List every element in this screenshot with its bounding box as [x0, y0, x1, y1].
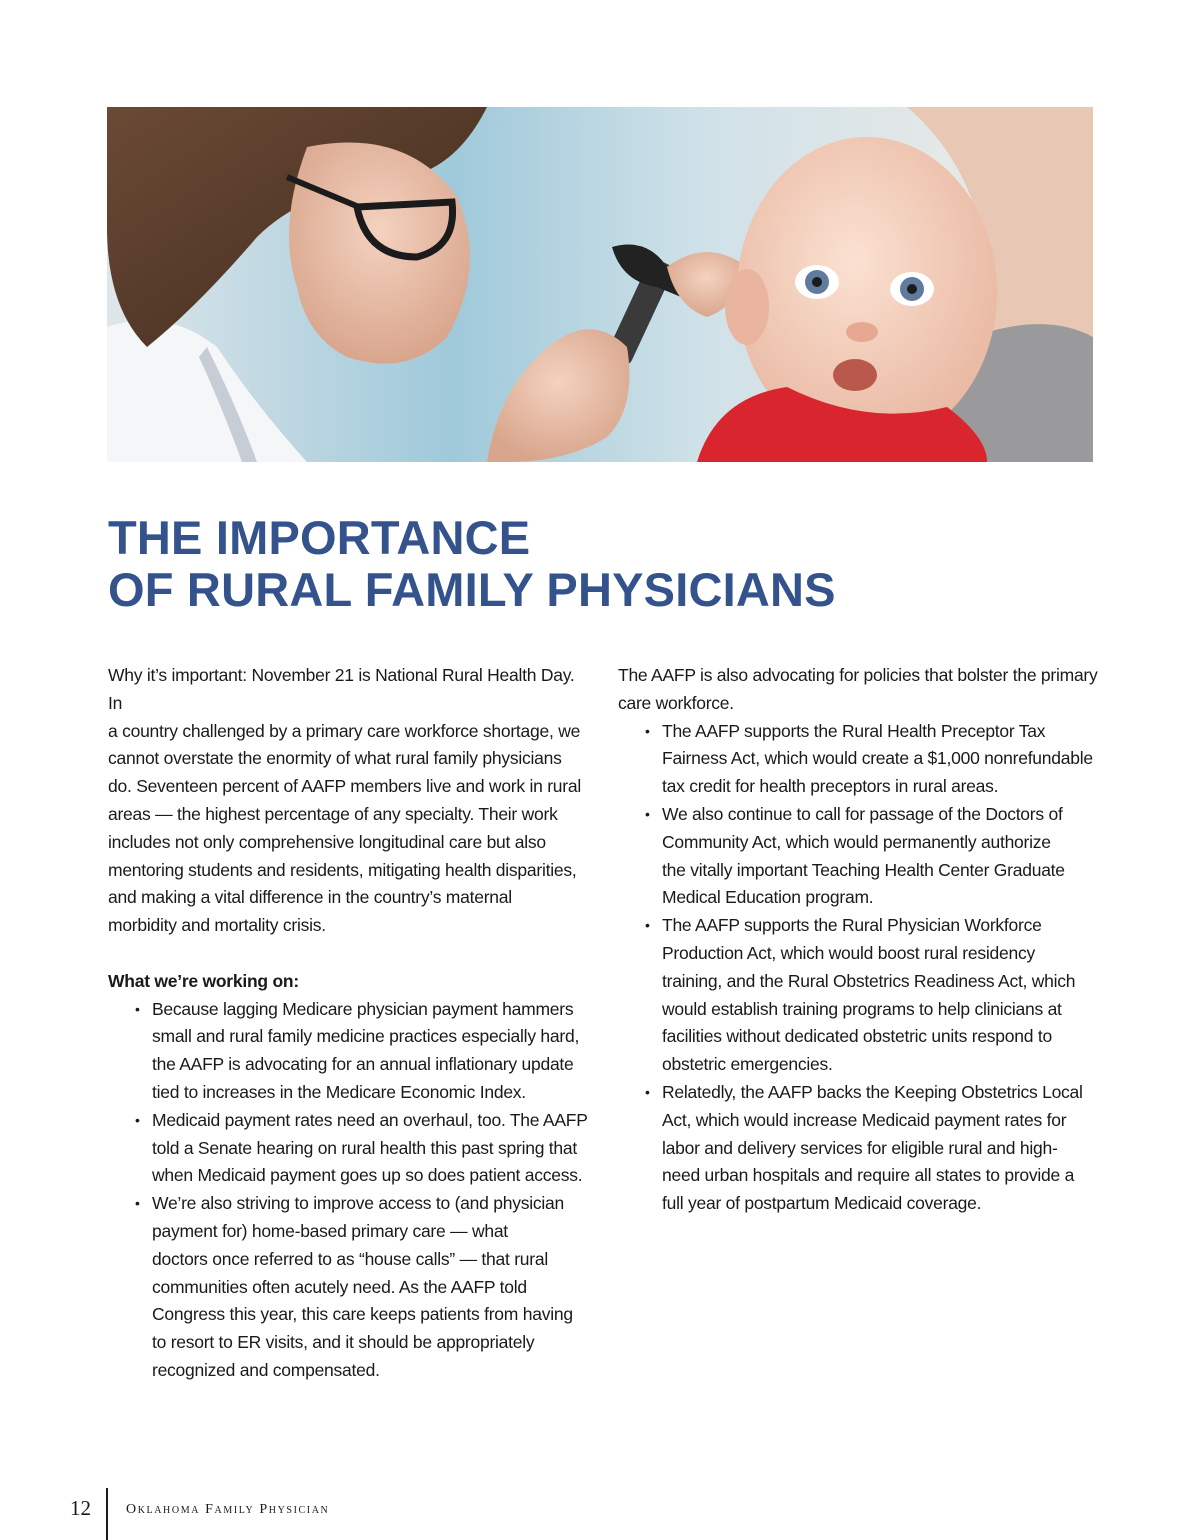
- intro-paragraph: [108, 662, 588, 940]
- intro-line: areas — the highest percentage of any specialty. Their work: [108, 803, 558, 824]
- list-item: [135, 1190, 588, 1385]
- list-line: Congress this year, this care keeps patients from having: [152, 1304, 573, 1325]
- list-line: tied to increases in the Medicare Economic Index.: [152, 1081, 526, 1102]
- list-line: tax credit for health preceptors in rural areas.: [662, 776, 999, 797]
- list-line: training, and the Rural Obstetrics Readiness Act, which: [662, 970, 1076, 991]
- bullet-list: [108, 996, 588, 1385]
- bullet-icon: •: [135, 1000, 140, 1017]
- hero-photo: [107, 107, 1093, 462]
- list-line: obstetric emergencies.: [662, 1054, 833, 1075]
- title-line-2: OF RURAL FAMILY PHYSICIANS: [108, 563, 836, 616]
- list-line: the vitally important Teaching Health Center Graduate: [662, 859, 1065, 880]
- page-title: [108, 512, 836, 616]
- list-line: Medical Education program.: [662, 887, 874, 908]
- list-line: The AAFP supports the Rural Physician Workforce: [662, 915, 1042, 936]
- list-line: facilities without dedicated obstetric units respond to: [662, 1026, 1052, 1047]
- intro-line: The AAFP is also advocating for policies that bolster the primary: [618, 665, 1098, 685]
- list-line: Relatedly, the AAFP backs the Keeping Obstetrics Local: [662, 1081, 1083, 1102]
- intro-line: care workforce.: [618, 692, 734, 713]
- list-line: payment for) home-based primary care — what: [152, 1220, 508, 1241]
- publication-name: Oklahoma Family Physician: [126, 1502, 330, 1517]
- page-number: 12: [70, 1496, 91, 1520]
- intro-line: includes not only comprehensive longitudinal care but also: [108, 831, 546, 852]
- bullet-icon: •: [645, 1083, 650, 1100]
- bullet-icon: •: [645, 917, 650, 934]
- list-line: to resort to ER visits, and it should be appropriately: [152, 1332, 535, 1353]
- list-line: labor and delivery services for eligible rural and high-: [662, 1137, 1058, 1158]
- photo-doctor-baby-icon: [107, 107, 1093, 462]
- list-line: Production Act, which would boost rural residency: [662, 942, 1035, 963]
- intro-line: a country challenged by a primary care workforce shortage, we: [108, 720, 581, 741]
- list-line: The AAFP supports the Rural Health Preceptor Tax: [662, 720, 1046, 741]
- list-line: Because lagging Medicare physician payment hammers: [152, 998, 574, 1019]
- list-item: [645, 718, 1108, 801]
- right-column: [618, 662, 1108, 1218]
- list-item: [645, 801, 1108, 912]
- list-line: told a Senate hearing on rural health this past spring that: [152, 1137, 577, 1158]
- list-line: need urban hospitals and require all states to provide a: [662, 1165, 1075, 1186]
- list-line: when Medicaid payment goes up so does patient access.: [152, 1165, 583, 1186]
- list-line: small and rural family medicine practices especially hard,: [152, 1026, 580, 1047]
- intro-line: morbidity and mortality crisis.: [108, 915, 326, 936]
- list-item: [135, 996, 588, 1107]
- list-line: recognized and compensated.: [152, 1359, 380, 1380]
- bullet-icon: •: [135, 1195, 140, 1212]
- bullet-icon: •: [645, 805, 650, 822]
- list-line: would establish training programs to help clinicians at: [662, 998, 1062, 1019]
- title-line-1: THE IMPORTANCE: [108, 511, 531, 564]
- bullet-icon: •: [645, 722, 650, 739]
- list-line: Fairness Act, which would create a $1,000 nonrefundable: [662, 748, 1093, 769]
- bullet-list: [618, 718, 1108, 1218]
- list-line: the AAFP is advocating for an annual inflationary update: [152, 1054, 574, 1075]
- intro-paragraph: [618, 662, 1108, 718]
- list-item: [645, 1079, 1108, 1218]
- list-line: Medicaid payment rates need an overhaul, too. The AAFP: [152, 1109, 588, 1130]
- intro-line: cannot overstate the enormity of what rural family physicians: [108, 748, 562, 769]
- list-line: full year of postpartum Medicaid coverage.: [662, 1193, 982, 1214]
- list-line: We’re also striving to improve access to (and physician: [152, 1193, 564, 1214]
- footer-divider: [106, 1488, 108, 1540]
- section-heading: What we’re working on:: [108, 970, 299, 991]
- list-line: We also continue to call for passage of the Doctors of: [662, 803, 1063, 824]
- list-line: doctors once referred to as “house calls” — that rural: [152, 1248, 548, 1269]
- list-line: Community Act, which would permanently authorize: [662, 831, 1051, 852]
- intro-line: mentoring students and residents, mitigating health disparities,: [108, 859, 577, 880]
- intro-line: Why it’s important: November 21 is National Rural Health Day. In: [108, 665, 575, 713]
- intro-line: and making a vital difference in the country’s maternal: [108, 887, 512, 908]
- list-item: [645, 912, 1108, 1079]
- list-line: Act, which would increase Medicaid payment rates for: [662, 1109, 1067, 1130]
- list-item: [135, 1107, 588, 1190]
- bullet-icon: •: [135, 1111, 140, 1128]
- intro-line: do. Seventeen percent of AAFP members live and work in rural: [108, 776, 581, 797]
- list-line: communities often acutely need. As the AAFP told: [152, 1276, 527, 1297]
- left-column: [108, 662, 588, 1385]
